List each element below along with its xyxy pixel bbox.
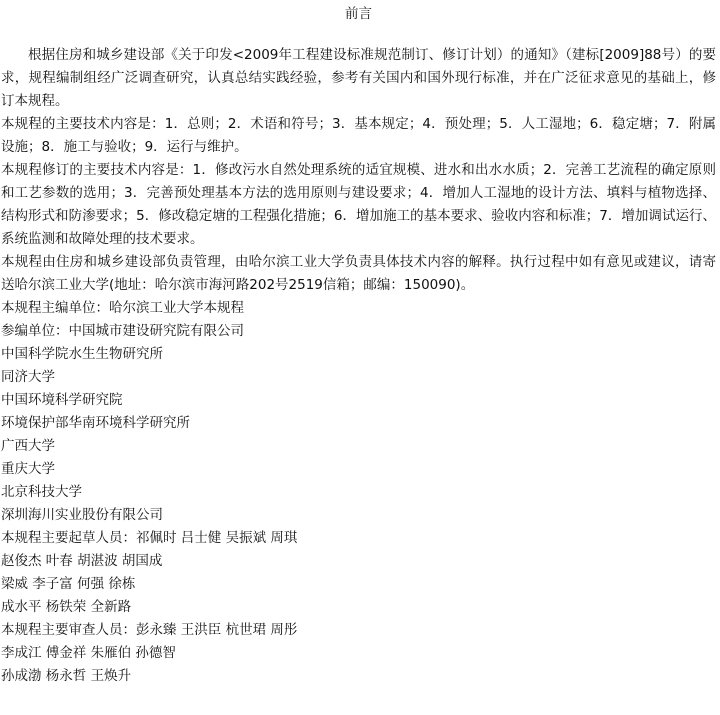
chief-editor-unit: 本规程主编单位：哈尔滨工业大学本规程	[1, 300, 244, 316]
paragraph-main-content: 本规程的主要技术内容是：1．总则；2．术语和符号；3．基本规定；4．预处理；5．人工湿地；6．稳定塘；7．附属设施；8．施工与验收；9．运行与维护。	[1, 116, 716, 155]
paragraph-management: 本规程由住房和城乡建设部负责管理，由哈尔滨工业大学负责具体技术内容的解释。执行过程中如有意见或建议，请寄送哈尔滨工业大学(地址：哈尔滨市海河路202号2519信箱；邮编：150090)。	[1, 254, 716, 293]
paragraph-revision-content: 本规程修订的主要技术内容是：1．修改污水自然处理系统的适宜规模、进水和出水水质；2．完善工艺流程的确定原则和工艺参数的选用；3．完善预处理基本方法的选用原则与建设要求；4．增加人工湿地的设计方法、填料与植物选择、结构形式和防渗要求；5．修改稳定塘的工程强化措施；6．增加施工的基本要求、验收内容和标准；7．增加调试运行、系统监测和故障处理的技术要求。	[1, 162, 716, 247]
participating-unit-3: 同济大学	[1, 369, 55, 385]
drafters-line-2: 赵俊杰 叶春 胡湛波 胡国成	[1, 553, 163, 569]
participating-unit-5: 环境保护部华南环境科学研究所	[1, 415, 190, 431]
participating-unit-9: 深圳海川实业股份有限公司	[1, 507, 163, 523]
document-page	[0, 3, 720, 715]
reviewers-line-2: 李成江 傅金祥 朱雁伯 孙德智	[1, 645, 176, 661]
drafters-line-3: 梁威 李子富 何强 徐栋	[1, 576, 136, 592]
paragraph-background: 根据住房和城乡建设部《关于印发<2009年工程建设标准规范制订、修订计划）的通知》（建标[2009]88号）的要求，规程编制组经广泛调查研究，认真总结实践经验，参考有关国内和国外现行标准，并在广泛征求意见的基础上，修订本规程。	[1, 47, 716, 109]
participating-unit-7: 重庆大学	[1, 461, 55, 477]
document-title: 前言	[345, 6, 372, 22]
reviewers-line-3: 孙成渤 杨永哲 王焕升	[1, 668, 132, 684]
participating-unit-6: 广西大学	[1, 438, 55, 454]
participating-unit-8: 北京科技大学	[1, 484, 82, 500]
participating-unit-1: 参编单位：中国城市建设研究院有限公司	[1, 323, 244, 339]
drafters-line-4: 成水平 杨铁荣 全新路	[1, 599, 132, 615]
drafters-line-1: 本规程主要起草人员：祁佩时 吕士健 吴振斌 周琪	[1, 530, 298, 546]
participating-unit-2: 中国科学院水生生物研究所	[1, 346, 163, 362]
reviewers-line-1: 本规程主要审查人员：彭永臻 王洪臣 杭世珺 周彤	[1, 622, 298, 638]
participating-unit-4: 中国环境科学研究院	[1, 392, 123, 408]
